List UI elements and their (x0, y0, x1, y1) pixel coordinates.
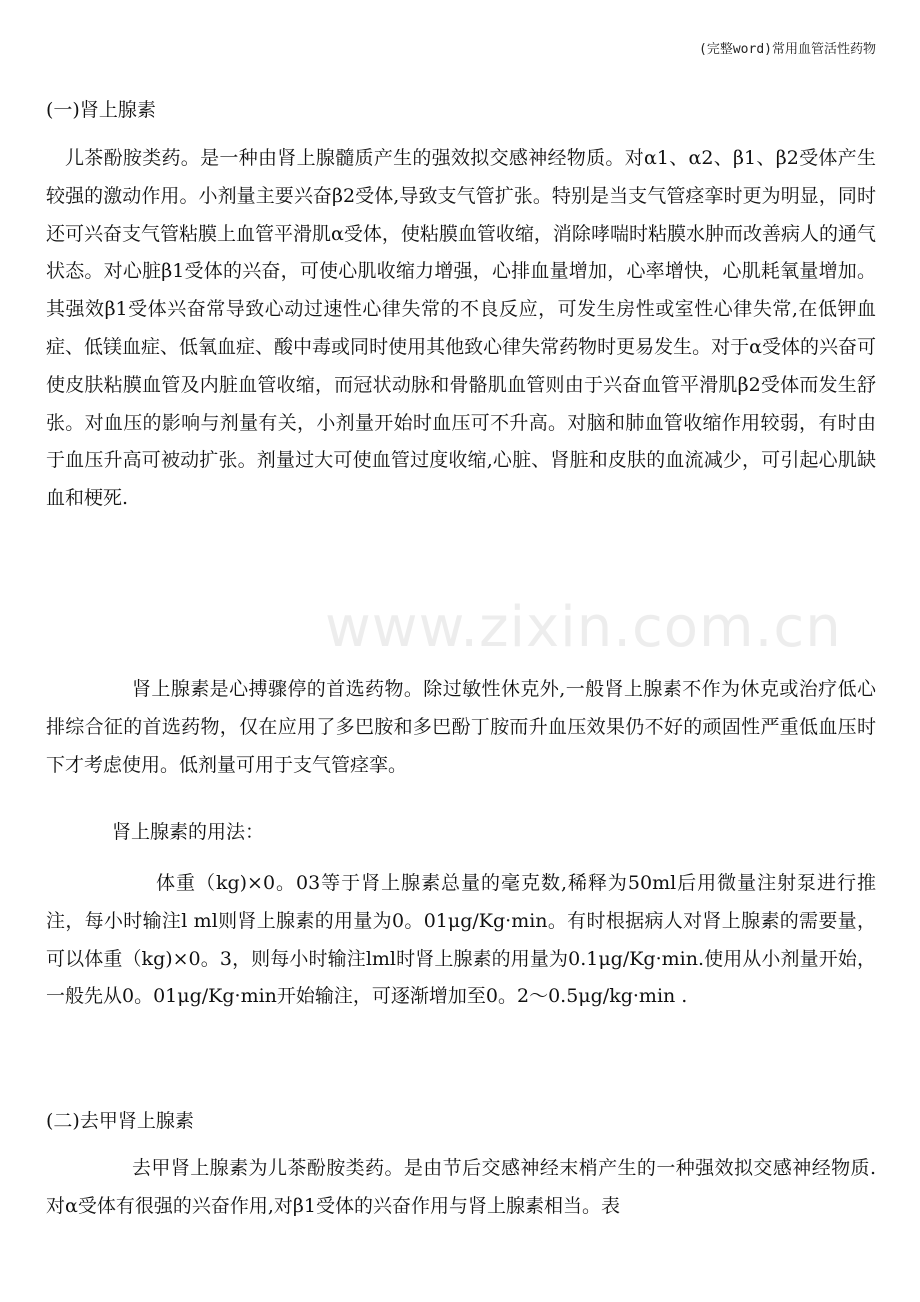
running-header: (完整word)常用血管活性药物 (699, 42, 876, 57)
paragraph-epinephrine-dosage: 体重（kg)×0。03等于肾上腺素总量的毫克数,稀释为50ml后用微量注射泵进行推注，每小时输注l ml则肾上腺素的用量为0。01μg/Kg·min。有时根据病人对肾上腺素的需要量，可以体重（kg)×0。3，则每小时输注lml时肾上腺素的用量为0.1μg/Kg·min.使用从小剂量开始，一般先从0。01μg/Kg·min开始输注，可逐渐增加至0。2～0.5μg/kg·min . (46, 872, 876, 1008)
paragraph-epinephrine-indications: 肾上腺素是心搏骤停的首选药物。除过敏性休克外,一般肾上腺素不作为休克或治疗低心排综合征的首选药物，仅在应用了多巴胺和多巴酚丁胺而升血压效果仍不好的顽固性严重低血压时下才考虑使用。低剂量可用于支气管痉挛。 (46, 678, 876, 776)
section-heading-norepinephrine: (二)去甲肾上腺素 (46, 1110, 194, 1132)
paragraph-norepinephrine-pharmacology: 去甲肾上腺素为儿茶酚胺类药。是由节后交感神经末梢产生的一种强效拟交感神经物质.对α受体有很强的兴奋作用,对β1受体的兴奋作用与肾上腺素相当。表 (46, 1157, 876, 1217)
paragraph-epinephrine-usage-title: 肾上腺素的用法： (112, 821, 265, 843)
section-heading-epinephrine: (一)肾上腺素 (46, 99, 156, 121)
paragraph-epinephrine-pharmacology: 儿茶酚胺类药。是一种由肾上腺髓质产生的强效拟交感神经物质。对α1、α2、β1、β2受体产生较强的激动作用。小剂量主要兴奋β2受体,导致支气管扩张。特别是当支气管痉挛时更为明显，同时还可兴奋支气管粘膜上血管平滑肌α受体，使粘膜血管收缩，消除哮喘时粘膜水肿而改善病人的通气状态。对心脏β1受体的兴奋，可使心肌收缩力增强，心排血量增加，心率增快，心肌耗氧量增加。其强效β1受体兴奋常导致心动过速性心律失常的不良反应，可发生房性或室性心律失常,在低钾血症、低镁血症、低氧血症、酸中毒或同时使用其他致心律失常药物时更易发生。对于α受体的兴奋可使皮肤粘膜血管及内脏血管收缩，而冠状动脉和骨骼肌血管则由于兴奋血管平滑肌β2受体而发生舒张。对血压的影响与剂量有关，小剂量开始时血压可不升高。对脑和肺血管收缩作用较弱，有时由于血压升高可被动扩张。剂量过大可使血管过度收缩,心脏、肾脏和皮肤的血流减少，可引起心肌缺血和梗死. (46, 147, 876, 510)
watermark: www.zixin.com.cn (325, 595, 842, 660)
